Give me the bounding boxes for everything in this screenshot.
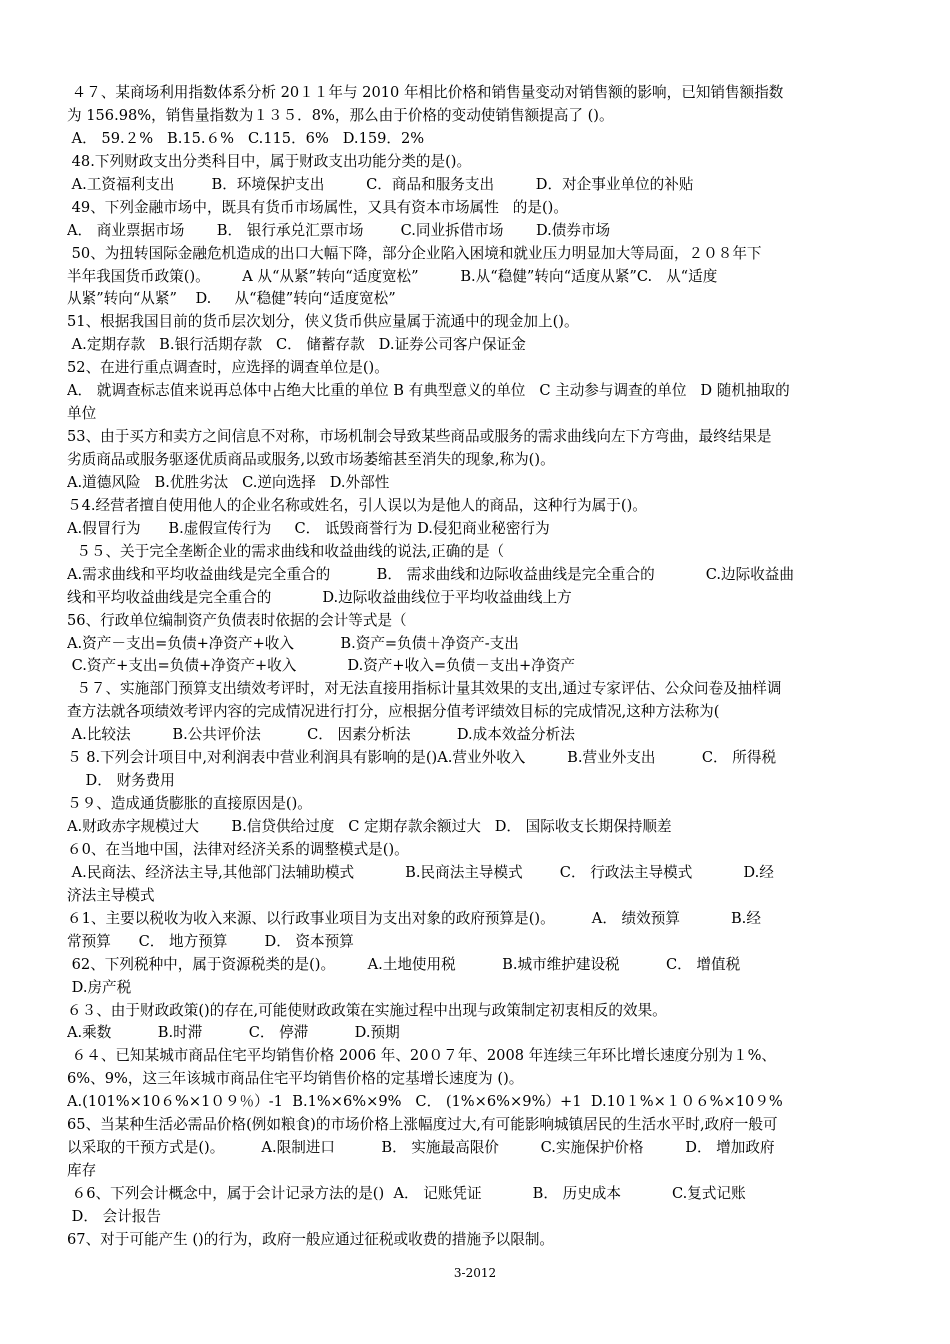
text-line: 为 156.98%，销售量指数为１３５．8%，那么由于价格的变动使销售额提高了 ()。: [67, 106, 614, 124]
text-line: 半年我国货币政策()。 A 从“从紧”转向“适度宽松” B.从“稳健”转向“适度从紧”C. 从“适度: [67, 267, 718, 285]
text-line: 从紧”转向“从紧” D. 从“稳健”转向“适度宽松”: [67, 290, 396, 308]
text-line: ６6、下列会计概念中，属于会计记录方法的是() A． 记账凭证 B． 历史成本 C.复式记账: [67, 1185, 746, 1202]
text-line: 50、为扭转国际金融危机造成的出口大幅下降，部分企业陷入困境和就业压力明显加大等局面，２０８年下: [67, 244, 762, 262]
text-line: 6%、9%，这三年该城市商品住宅平均销售价格的定基增长速度为 ()。: [67, 1070, 524, 1088]
text-line: A． 就调查标志值来说再总体中占绝大比重的单位 B 有典型意义的单位 C 主动参与调查的单位 D 随机抽取的: [67, 382, 790, 400]
text-line: 济法主导模式: [67, 886, 155, 904]
text-line: A.(101%×10６%×1０９％）-1 B.1%×6%×9% C． (1%×6%×9%）+1 D.10１%×１０６%×10９%: [67, 1093, 783, 1111]
text-line: A.资产－支出=负债+净资产+收入 B.资产=负债＋净资产-支出: [67, 634, 519, 652]
text-line: ５ 8.下列会计项目中,对利润表中营业利润具有影响的是()A.营业外收入 B.营业外支出 C． 所得税: [67, 749, 777, 767]
text-line: D． 财务费用: [67, 772, 175, 790]
text-line: A.乘数 B.时滞 C． 停滞 D.预期: [67, 1024, 400, 1042]
text-line: ６４、已知某城市商品住宅平均销售价格 2006 年、20０７年、2008 年连续三年环比增长速度分别为１%、: [67, 1047, 777, 1065]
text-line: 67、对于可能产生 ()的行为，政府一般应通过征税或收费的措施予以限制。: [67, 1230, 555, 1248]
text-line: 以采取的干预方式是()。 A.限制进口 B． 实施最高限价 C.实施保护价格 D． 增加政府: [67, 1139, 775, 1157]
text-line: ６0、在当地中国，法律对经济关系的调整模式是()。: [67, 840, 409, 858]
page-footer: 3-2012: [453, 1266, 497, 1280]
text-line: 53、由于买方和卖方之间信息不对称，市场机制会导致某些商品或服务的需求曲线向左下方弯曲，最终结果是: [67, 428, 772, 446]
text-line: ４７、某商场利用指数体系分析 20１１年与 2010 年相比价格和销售量变动对销售额的影响，已知销售额指数: [67, 84, 784, 101]
text-line: 49、下列金融市场中，既具有货币市场属性，又具有资本市场属性 的是()。: [67, 198, 568, 216]
text-line: ５５、关于完全垄断企业的需求曲线和收益曲线的说法,正确的是（: [67, 542, 505, 560]
text-line: ５4.经营者擅自使用他人的企业名称或姓名，引人误以为是他人的商品，这种行为属于()。: [67, 496, 647, 514]
text-line: ６1、主要以税收为收入来源、以行政事业项目为支出对象的政府预算是()。 A． 绩效预算 B.经: [67, 909, 761, 927]
text-line: 查方法就各项绩效考评内容的完成情况进行打分，应根据分值考评绩效目标的完成情况,这种方法称为(: [67, 703, 720, 721]
text-line: A.假冒行为 B.虚假宣传行为 C． 诋毁商誉行为 D.侵犯商业秘密行为: [67, 519, 550, 537]
document-body: [67, 82, 885, 1252]
text-line: 62、下列税种中，属于资源税类的是()。 A.土地使用税 B.城市维护建设税 C． 增值税: [67, 955, 741, 973]
text-line: 56、行政单位编制资产负债表时依据的会计等式是（: [67, 611, 407, 629]
text-line: A.财政赤字规模过大 B.信贷供给过度 C 定期存款余额过大 D． 国际收支长期保持顺差: [67, 818, 672, 835]
text-line: D.房产税: [67, 978, 132, 996]
text-line: A.定期存款 B.银行活期存款 C． 储蓄存款 D.证券公司客户保证金: [67, 336, 526, 354]
text-line: 51、根据我国目前的货币层次划分，侠义货币供应量属于流通中的现金加上()。: [67, 313, 579, 331]
text-line: 单位: [67, 405, 97, 423]
text-line: ５９、造成通货膨胀的直接原因是()。: [67, 795, 312, 813]
text-line: ５７、实施部门预算支出绩效考评时，对无法直接用指标计量其效果的支出,通过专家评估、公众问卷及抽样调: [67, 680, 782, 698]
text-line: A.需求曲线和平均收益曲线是完全重合的 B． 需求曲线和边际收益曲线是完全重合的 C.边际收益曲: [67, 565, 794, 583]
text-line: A.工资福利支出 B．环境保护支出 C．商品和服务支出 D．对企事业单位的补贴: [67, 175, 694, 193]
text-line: 常预算 C． 地方预算 D． 资本预算: [67, 932, 354, 950]
text-line: D． 会计报告: [67, 1207, 161, 1225]
text-line: 48.下列财政支出分类科目中，属于财政支出功能分类的是()。: [67, 152, 472, 170]
text-line: 52、在进行重点调查时，应选择的调查单位是()。: [67, 359, 389, 377]
text-line: 线和平均收益曲线是完全重合的 D.边际收益曲线位于平均收益曲线上方: [67, 588, 572, 606]
text-line: 库存: [67, 1162, 97, 1180]
text-line: A． 59.２% B.15.６% C.115．6% D.159．2%: [67, 129, 425, 147]
text-line: C.资产+支出=负债+净资产+收入 D.资产+收入=负债－支出+净资产: [67, 657, 576, 675]
text-line: 劣质商品或服务驱逐优质商品或服务,以致市场萎缩甚至消失的现象,称为()。: [67, 451, 555, 468]
text-line: A． 商业票据市场 B． 银行承兑汇票市场 C.同业拆借市场 D.债券市场: [67, 221, 611, 239]
text-line: A.民商法、经济法主导,其他部门法辅助模式 B.民商法主导模式 C． 行政法主导模式 D.经: [67, 863, 774, 881]
text-line: 65、当某种生活必需品价格(例如粮食)的市场价格上涨幅度过大,有可能影响城镇居民的生活水平时,政府一般可: [67, 1116, 778, 1134]
text-line: A.比较法 B.公共评价法 C． 因素分析法 D.成本效益分析法: [67, 726, 575, 744]
text-line: A.道德风险 B.优胜劣汰 C.逆向选择 D.外部性: [67, 473, 390, 491]
text-line: ６３、由于财政政策()的存在,可能使财政政策在实施过程中出现与政策制定初衷相反的效果。: [67, 1001, 667, 1019]
